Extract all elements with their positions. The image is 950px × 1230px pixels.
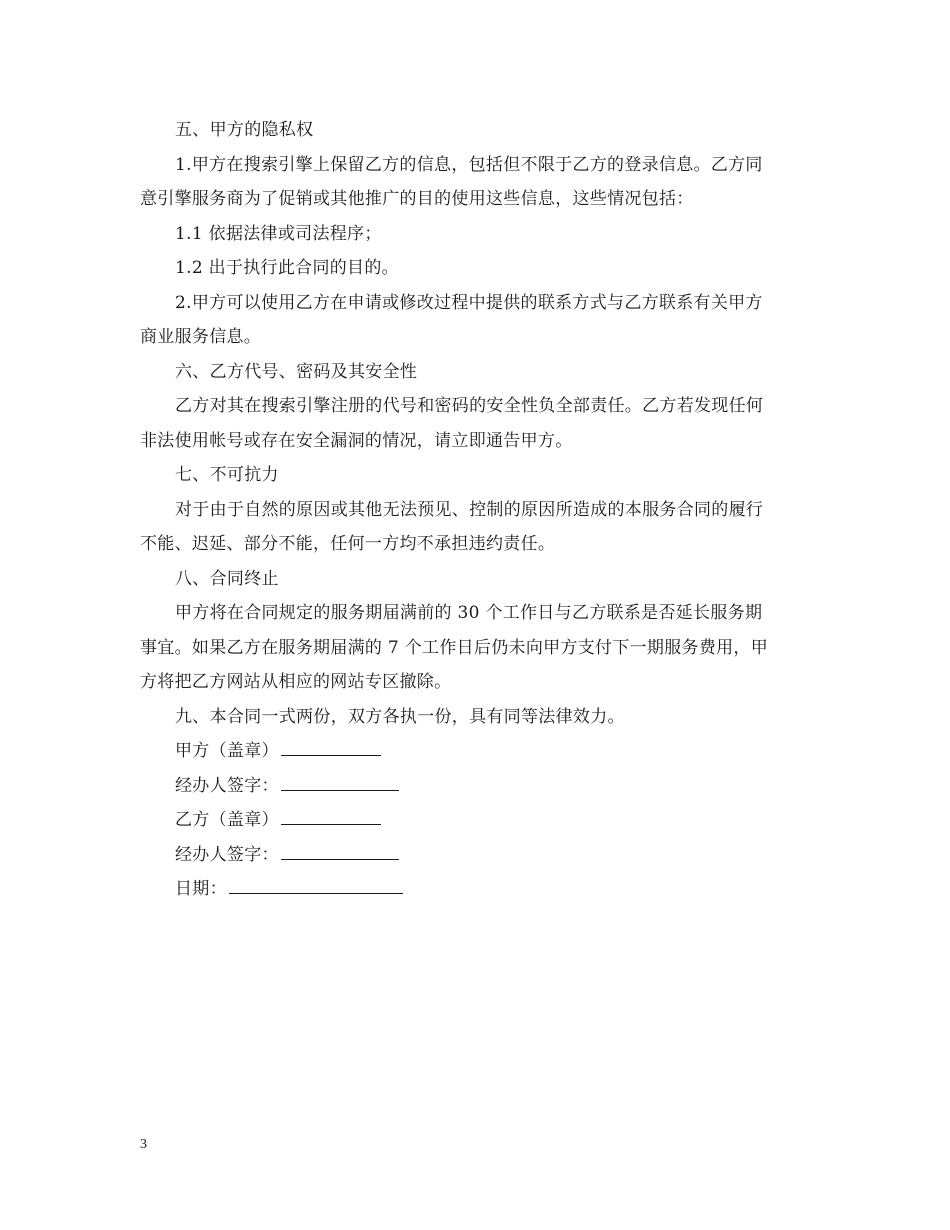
signature-blank-line bbox=[229, 873, 403, 894]
signature-label: 经办人签字： bbox=[175, 844, 279, 865]
signature-label: 经办人签字： bbox=[175, 775, 279, 796]
paragraph-line: 商业服务信息。 bbox=[140, 327, 262, 347]
paragraph-line: 非法使用帐号或存在安全漏洞的情况，请立即通告甲方。 bbox=[140, 430, 573, 451]
section-heading-termination: 八、合同终止 bbox=[175, 568, 279, 589]
paragraph-line: 乙方对其在搜索引擎注册的代号和密码的安全性负全部责任。乙方若发现任何 bbox=[175, 396, 764, 416]
paragraph-line: 1.2 出于执行此合同的目的。 bbox=[175, 258, 399, 278]
section-heading-force-majeure: 七、不可抗力 bbox=[175, 465, 279, 485]
paragraph-line: 2.甲方可以使用乙方在申请或修改过程中提供的联系方式与乙方联系有关甲方 bbox=[175, 292, 763, 313]
section-heading-privacy: 五、甲方的隐私权 bbox=[175, 120, 314, 140]
signature-party-b-agent bbox=[140, 838, 812, 873]
signature-label: 甲方（盖章） bbox=[175, 741, 279, 761]
paragraph-line: 甲方将在合同规定的服务期届满前的 30 个工作日与乙方联系是否延长服务期 bbox=[175, 603, 763, 623]
signature-blank-line bbox=[281, 770, 399, 791]
paragraph-line: 不能、迟延、部分不能，任何一方均不承担违约责任。 bbox=[140, 534, 556, 554]
signature-blank-line bbox=[281, 804, 381, 825]
signature-blank-line bbox=[281, 839, 399, 860]
signature-date bbox=[140, 872, 812, 907]
signature-party-a-agent bbox=[140, 769, 812, 804]
paragraph-line: 事宜。如果乙方在服务期届满的 7 个工作日后仍未向甲方支付下一期服务费用，甲 bbox=[140, 637, 769, 658]
paragraph-line: 方将把乙方网站从相应的网站专区撤除。 bbox=[140, 672, 452, 692]
document-body bbox=[140, 113, 812, 907]
paragraph-line: 1.1 依据法律或司法程序； bbox=[175, 223, 382, 244]
section-heading-copies: 九、本合同一式两份，双方各执一份，具有同等法律效力。 bbox=[175, 706, 625, 727]
paragraph-line: 意引擎服务商为了促销或其他推广的目的使用这些信息，这些情况包括： bbox=[140, 189, 694, 209]
signature-label: 乙方（盖章） bbox=[175, 810, 279, 830]
page-number: 3 bbox=[140, 1137, 147, 1152]
section-heading-password: 六、乙方代号、密码及其安全性 bbox=[175, 361, 418, 382]
signature-blank-line bbox=[281, 735, 381, 756]
paragraph-line: 1.甲方在搜索引擎上保留乙方的信息，包括但不限于乙方的登录信息。乙方同 bbox=[175, 154, 763, 175]
signature-party-b-seal bbox=[140, 803, 812, 838]
signature-party-a-seal bbox=[140, 734, 812, 769]
signature-label: 日期： bbox=[175, 879, 227, 899]
paragraph-line: 对于由于自然的原因或其他无法预见、控制的原因所造成的本服务合同的履行 bbox=[175, 499, 764, 520]
